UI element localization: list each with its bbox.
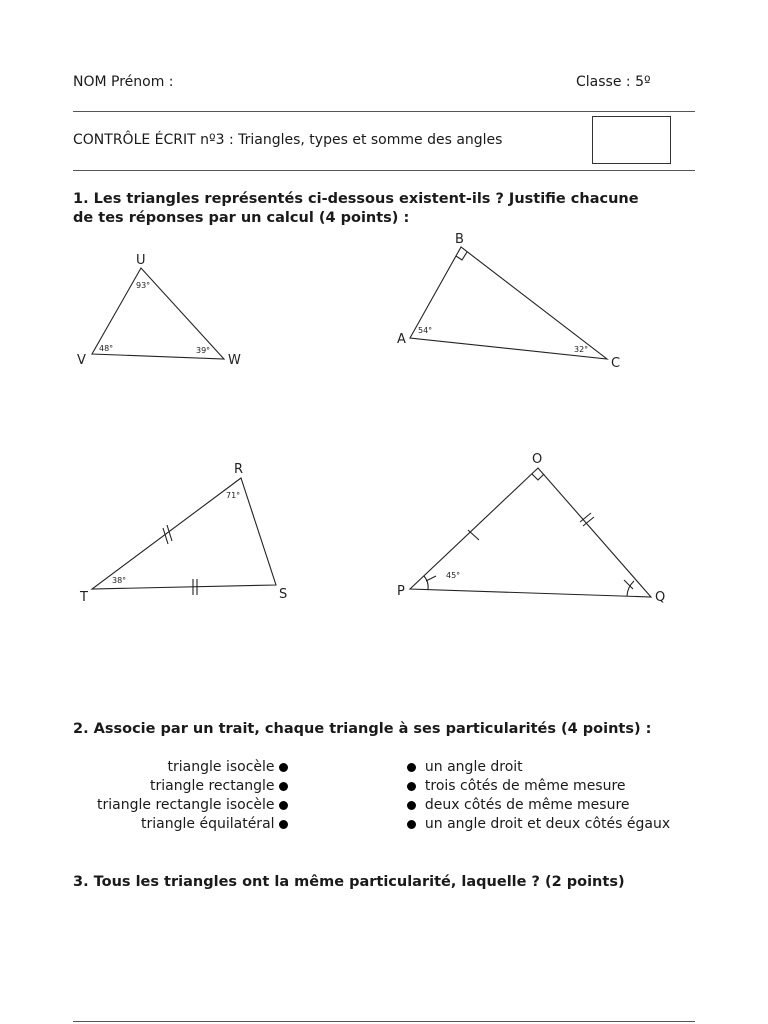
angle-p: 45°: [446, 571, 461, 580]
q2-right-column: [407, 758, 670, 834]
class-label: Classe : 5º: [576, 74, 651, 90]
right-angle-mark-o: [532, 474, 544, 480]
label-w: W: [228, 353, 241, 368]
q3-title: 3. Tous les triangles ont la même particularité, laquelle ? (2 points): [73, 874, 625, 890]
label-b: B: [455, 232, 464, 247]
bullet-dot[interactable]: [407, 820, 416, 829]
test-title: CONTRÔLE ÉCRIT nº3 : Triangles, types et somme des angles: [73, 132, 503, 148]
angle-c: 32°: [574, 345, 589, 354]
triangle-rst: [92, 478, 276, 589]
bullet-dot[interactable]: [279, 801, 288, 810]
q2-left-column: [97, 758, 288, 834]
name-label: NOM Prénom :: [73, 74, 174, 90]
label-v: V: [77, 353, 86, 368]
q2-right-item[interactable]: [407, 815, 670, 834]
q2-right-item[interactable]: [407, 777, 670, 796]
angle-r: 71°: [226, 491, 241, 500]
angle-u: 93°: [136, 281, 151, 290]
q2-right-item[interactable]: [407, 796, 670, 815]
q2-right-label: trois côtés de même mesure: [424, 778, 626, 794]
label-t: T: [80, 590, 88, 605]
q1-title-line2: de tes réponses par un calcul (4 points) :: [73, 210, 410, 226]
footer-rule: [73, 1021, 695, 1022]
label-o: O: [532, 452, 543, 467]
label-q: Q: [655, 590, 666, 605]
label-u: U: [136, 253, 146, 268]
q2-left-item[interactable]: [97, 777, 288, 796]
bullet-dot[interactable]: [407, 801, 416, 810]
q2-left-label: triangle rectangle isocèle: [97, 797, 275, 813]
q1-title-line1: 1. Les triangles représentés ci-dessous existent-ils ? Justifie chacune: [73, 191, 639, 207]
bullet-dot[interactable]: [279, 782, 288, 791]
label-r: R: [234, 462, 244, 477]
q2-left-label: triangle isocèle: [167, 759, 275, 775]
triangle-abc: [410, 247, 607, 359]
arc-p-tick: [426, 576, 436, 581]
label-a: A: [397, 332, 406, 347]
q2-left-label: triangle équilatéral: [141, 816, 275, 832]
bullet-dot[interactable]: [279, 820, 288, 829]
bullet-dot[interactable]: [407, 782, 416, 791]
q2-right-label: deux côtés de même mesure: [424, 797, 630, 813]
q2-right-label: un angle droit: [424, 759, 523, 775]
arc-p: [424, 576, 428, 590]
q2-right-label: un angle droit et deux côtés égaux: [424, 816, 671, 832]
label-c: C: [611, 356, 621, 371]
angle-a: 54°: [418, 326, 433, 335]
q2-left-item[interactable]: [97, 758, 288, 777]
bullet-dot[interactable]: [279, 763, 288, 772]
q2-left-label: triangle rectangle: [150, 778, 275, 794]
tick-op: [468, 530, 479, 540]
q2-right-item[interactable]: [407, 758, 670, 777]
angle-w: 39°: [196, 346, 211, 355]
label-p: P: [397, 584, 405, 599]
bullet-dot[interactable]: [407, 763, 416, 772]
q2-left-item[interactable]: [97, 815, 288, 834]
angle-v: 48°: [99, 344, 114, 353]
q2-title: 2. Associe par un trait, chaque triangle à ses particularités (4 points) :: [73, 721, 652, 737]
q2-left-item[interactable]: [97, 796, 288, 815]
angle-t: 38°: [112, 576, 127, 585]
label-s: S: [279, 587, 288, 602]
